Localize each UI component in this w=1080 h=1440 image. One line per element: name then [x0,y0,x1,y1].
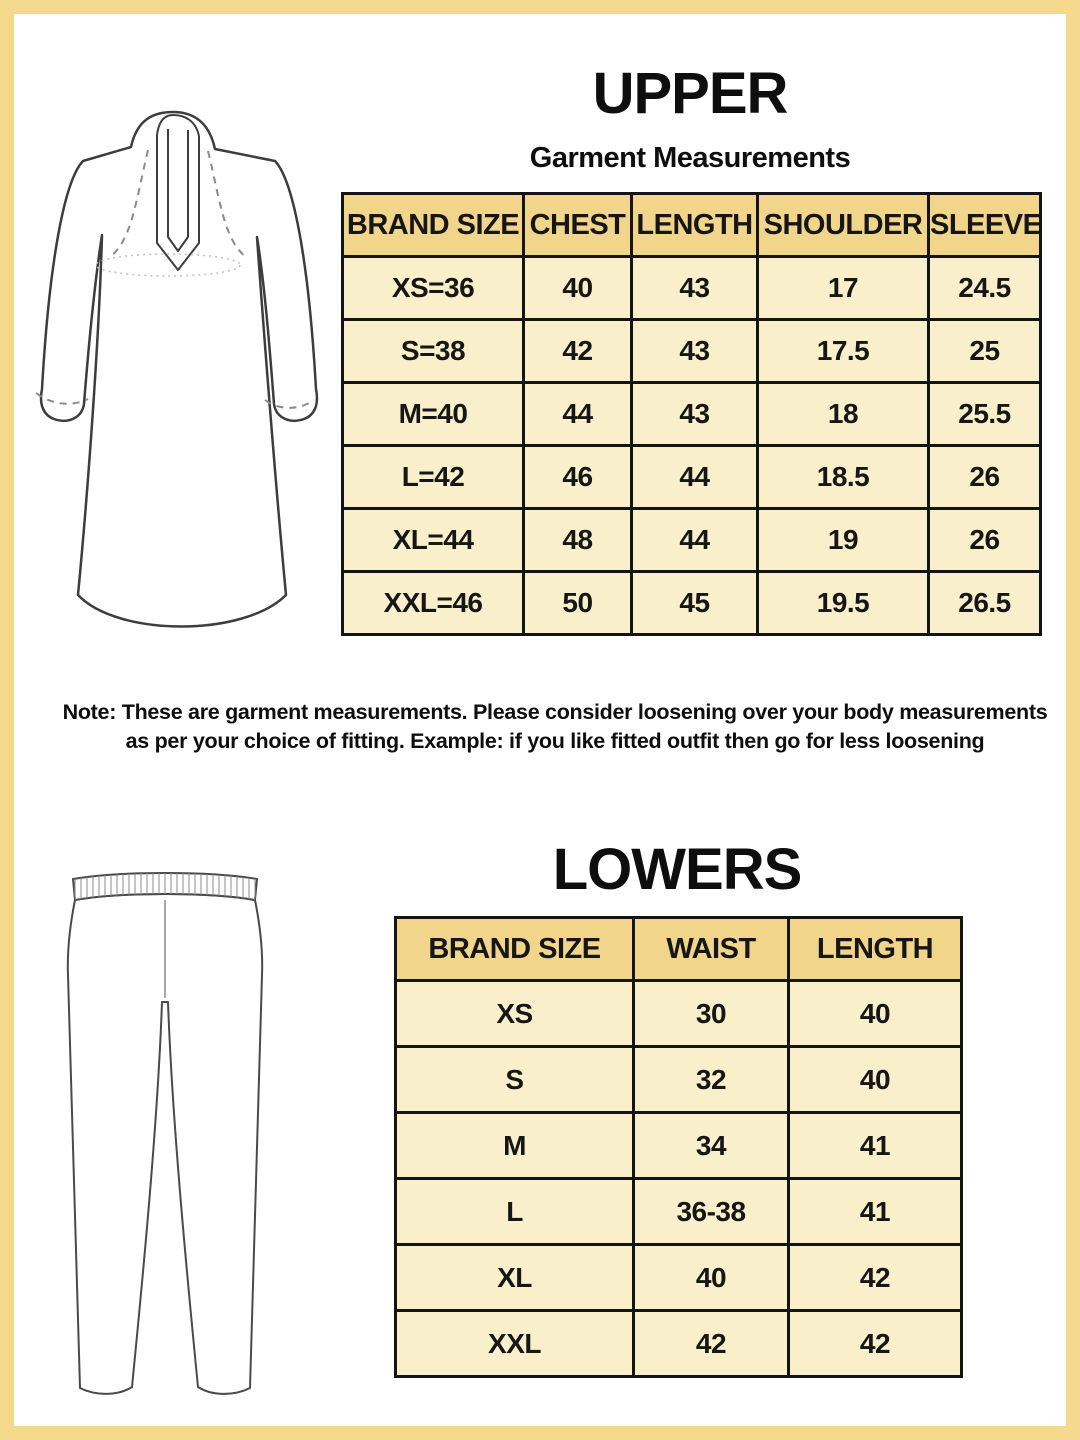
table-cell: 44 [632,509,758,572]
column-header: LENGTH [632,194,758,257]
table-cell: 40 [789,981,962,1047]
column-header: SHOULDER [758,194,929,257]
table-cell: 50 [524,572,632,635]
table-cell: S=38 [343,320,524,383]
table-cell: 42 [789,1311,962,1377]
table-cell: 18.5 [758,446,929,509]
column-header: CHEST [524,194,632,257]
table-cell: XS=36 [343,257,524,320]
table-cell: 41 [789,1179,962,1245]
column-header: BRAND SIZE [343,194,524,257]
table-cell: 40 [789,1047,962,1113]
table-cell: 24.5 [929,257,1041,320]
table-cell: 43 [632,383,758,446]
table-cell: 43 [632,257,758,320]
table-cell: M=40 [343,383,524,446]
table-cell: 34 [634,1113,789,1179]
table-cell: 41 [789,1113,962,1179]
table-cell: 42 [524,320,632,383]
table-cell: 26 [929,509,1041,572]
table-cell: 40 [634,1245,789,1311]
table-cell: 19.5 [758,572,929,635]
table-cell: 42 [789,1245,962,1311]
column-header: SLEEVE [929,194,1041,257]
table-cell: XL [396,1245,634,1311]
column-header: WAIST [634,918,789,981]
table-cell: XXL=46 [343,572,524,635]
table-cell: L [396,1179,634,1245]
table-cell: 45 [632,572,758,635]
table-cell: 43 [632,320,758,383]
table-cell: XL=44 [343,509,524,572]
column-header: BRAND SIZE [396,918,634,981]
note-line-2: as per your choice of fitting. Example: if you like fitted outfit then go for less loosening [125,729,985,753]
table-cell: 25 [929,320,1041,383]
table-cell: 44 [524,383,632,446]
upper-section-title: UPPER [592,61,788,126]
table-cell: 17.5 [758,320,929,383]
table-cell: XXL [396,1311,634,1377]
table-cell: 36-38 [634,1179,789,1245]
table-cell: 42 [634,1311,789,1377]
table-cell: XS [396,981,634,1047]
upper-section-subtitle: Garment Measurements [529,142,851,174]
table-cell: 17 [758,257,929,320]
table-cell: L=42 [343,446,524,509]
table-cell: S [396,1047,634,1113]
table-cell: 46 [524,446,632,509]
table-cell: 40 [524,257,632,320]
table-cell: 26.5 [929,572,1041,635]
table-cell: 48 [524,509,632,572]
table-cell: 25.5 [929,383,1041,446]
table-cell: 44 [632,446,758,509]
table-cell: 18 [758,383,929,446]
table-cell: 32 [634,1047,789,1113]
table-cell: 26 [929,446,1041,509]
note-line-1: Note: These are garment measurements. Please consider loosening over your body measurements [62,700,1048,724]
column-header: LENGTH [789,918,962,981]
table-cell: M [396,1113,634,1179]
table-cell: 30 [634,981,789,1047]
table-cell: 19 [758,509,929,572]
lowers-section-title: LOWERS [552,837,802,902]
